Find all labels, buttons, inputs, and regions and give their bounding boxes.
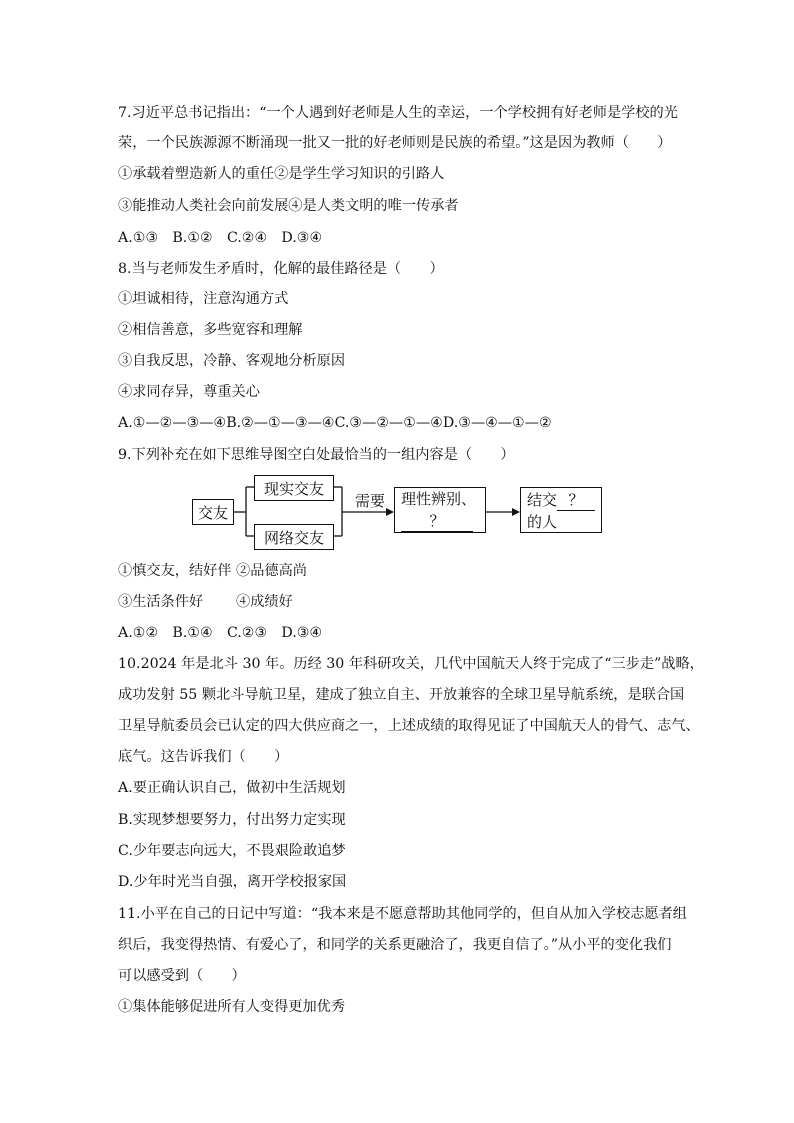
q10-stem-line3: 卫星导航委员会已认定的四大供应商之一，上述成绩的取得见证了中国航天人的骨气、志气、 <box>118 718 700 734</box>
q7-choices: A.①③ B.①② C.②④ D.③④ <box>118 230 323 246</box>
q9-choices: A.①② B.①④ C.②③ D.③④ <box>118 625 323 641</box>
q10-stem-line2: 成功发射 55 颗北斗导航卫星，建成了独立自主、开放兼容的全球卫星导航系统，是联合国 <box>118 687 685 703</box>
q8-choices: A.①—②—③—④B.②—①—③—④C.③—②—①—④D.③—④—①—② <box>118 415 552 431</box>
q11-stem-line3: 可以感受到（ ） <box>118 968 246 984</box>
mind-map-end-text2: 的人 <box>527 512 558 531</box>
mind-map-arrow-label: 需要 <box>355 492 386 510</box>
q8-option-3: ③自我反思，冷静、客观地分析原因 <box>118 353 346 369</box>
q10-choice-c: C.少年要志向远大，不畏艰险敢追梦 <box>118 843 346 859</box>
mind-map-middle-box <box>394 487 486 533</box>
mind-map-end-text1: 结交 <box>527 490 558 509</box>
q7-stem-line2: 荣，一个民族源源不断涌现一批又一批的好老师则是民族的希望。”这是因为教师（ ） <box>118 135 672 151</box>
q7-option-3-4: ③能推动人类社会向前发展④是人类文明的唯一传承者 <box>118 198 459 214</box>
q8-option-4: ④求同存异，尊重关心 <box>118 384 260 400</box>
q8-option-1: ①坦诚相待，注意沟通方式 <box>118 291 289 307</box>
q10-stem-line4: 底气。这告诉我们（ ） <box>118 749 289 765</box>
q9-stem: 9.下列补充在如下思维导图空白处最恰当的一组内容是（ ） <box>118 447 515 463</box>
mind-map-end-blank: ？ <box>557 489 595 511</box>
mind-map-middle-blank: ？ <box>401 510 473 532</box>
mind-map-end-box <box>520 487 602 533</box>
q11-option-1: ①集体能够促进所有人变得更加优秀 <box>118 999 346 1015</box>
q9-option-1-2: ①慎交友，结好伴 ②品德高尚 <box>118 563 307 579</box>
q10-choice-a: A.要正确认识自己，做初中生活规划 <box>118 780 346 796</box>
q7-option-1-2: ①承载着塑造新人的重任②是学生学习知识的引路人 <box>118 166 445 182</box>
mind-map <box>190 472 610 552</box>
q10-choice-b: B.实现梦想要努力，付出努力定实现 <box>118 812 346 828</box>
q7-stem-line1: 7.习近平总书记指出：“一个人遇到好老师是人生的幸运，一个学校拥有好老师是学校的光 <box>118 105 678 121</box>
q9-option-3-4: ③生活条件好 ④成绩好 <box>118 594 293 610</box>
q8-stem: 8.当与老师发生矛盾时，化解的最佳路径是（ ） <box>118 261 444 277</box>
mind-map-branch-real: 现实交友 <box>254 475 334 501</box>
mind-map-branch-online: 网络交友 <box>254 524 334 550</box>
q8-option-2: ②相信善意，多些宽容和理解 <box>118 322 303 338</box>
q10-stem-line1: 10.2024 年是北斗 30 年。历经 30 年科研攻关，几代中国航天人终于完成了“三步走”战略， <box>118 656 704 672</box>
mind-map-root: 交友 <box>192 499 234 525</box>
q10-choice-d: D.少年时光当自强，离开学校报家国 <box>118 874 347 890</box>
q11-stem-line2: 织后，我变得热情、有爱心了，和同学的关系更融洽了，我更自信了。”从小平的变化我们 <box>118 937 672 953</box>
mind-map-middle-text: 理性辨别、 <box>401 490 477 508</box>
q11-stem-line1: 11.小平在自己的日记中写道：“我本来是不愿意帮助其他同学的，但自从加入学校志愿者组 <box>118 906 687 922</box>
